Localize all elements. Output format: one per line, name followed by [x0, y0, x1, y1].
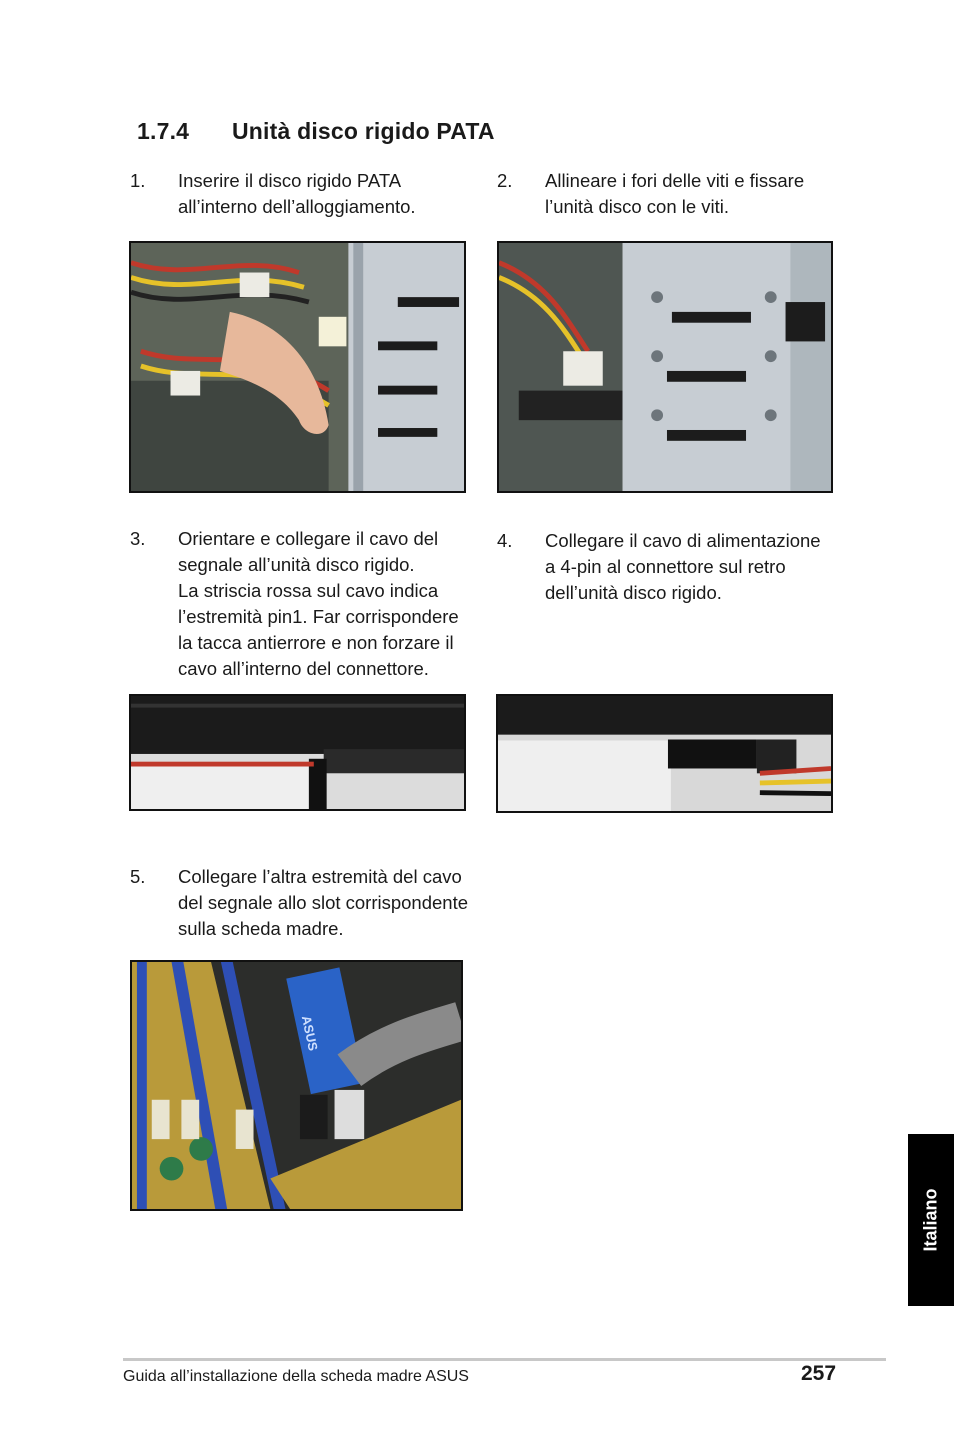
section-title: Unità disco rigido PATA [232, 118, 495, 144]
language-side-tab [908, 1134, 954, 1306]
step-2 [497, 168, 857, 224]
step-number: 5. [130, 866, 146, 887]
step-4 [497, 528, 857, 608]
step-number: 4. [497, 530, 513, 551]
step-3 [130, 526, 490, 686]
section-heading [137, 118, 495, 145]
step-text: Inserire il disco rigido PATA all’interno dell’alloggiamento. [178, 170, 416, 217]
step-text: Collegare l’altra estremità del cavo del segnale allo slot corrispondente sulla scheda madre. [178, 866, 469, 939]
photo-insert-drive [129, 241, 466, 493]
footer-divider [123, 1358, 886, 1361]
photo-screw-drive [497, 241, 833, 493]
footer-guide-title: Guida all’installazione della scheda madre ASUS [123, 1368, 469, 1385]
photo-power-cable [496, 694, 833, 813]
photo-ide-cable [129, 694, 466, 811]
step-number: 1. [130, 170, 146, 191]
step-5 [130, 864, 490, 944]
photo-motherboard-slot [130, 960, 463, 1211]
cable-brand-label: ASUS [298, 1014, 321, 1053]
step-text: Allineare i fori delle viti e fissare l’unità disco con le viti. [545, 170, 805, 217]
step-1 [130, 168, 470, 224]
step-number: 3. [130, 528, 146, 549]
language-label: Italiano [920, 1188, 941, 1252]
page-number: 257 [801, 1362, 837, 1385]
step-text: Orientare e collegare il cavo del segnale all’unità disco rigido. La striscia rossa sul cavo indica l’estremità pin1. Far corrispondere la tacca antierrore e non forzare il cavo all’interno del connettore. [178, 528, 459, 679]
step-number: 2. [497, 170, 513, 191]
section-number: 1.7.4 [137, 118, 190, 144]
step-text: Collegare il cavo di alimentazione a 4-pin al connettore sul retro dell’unità disco rigido. [545, 530, 821, 603]
